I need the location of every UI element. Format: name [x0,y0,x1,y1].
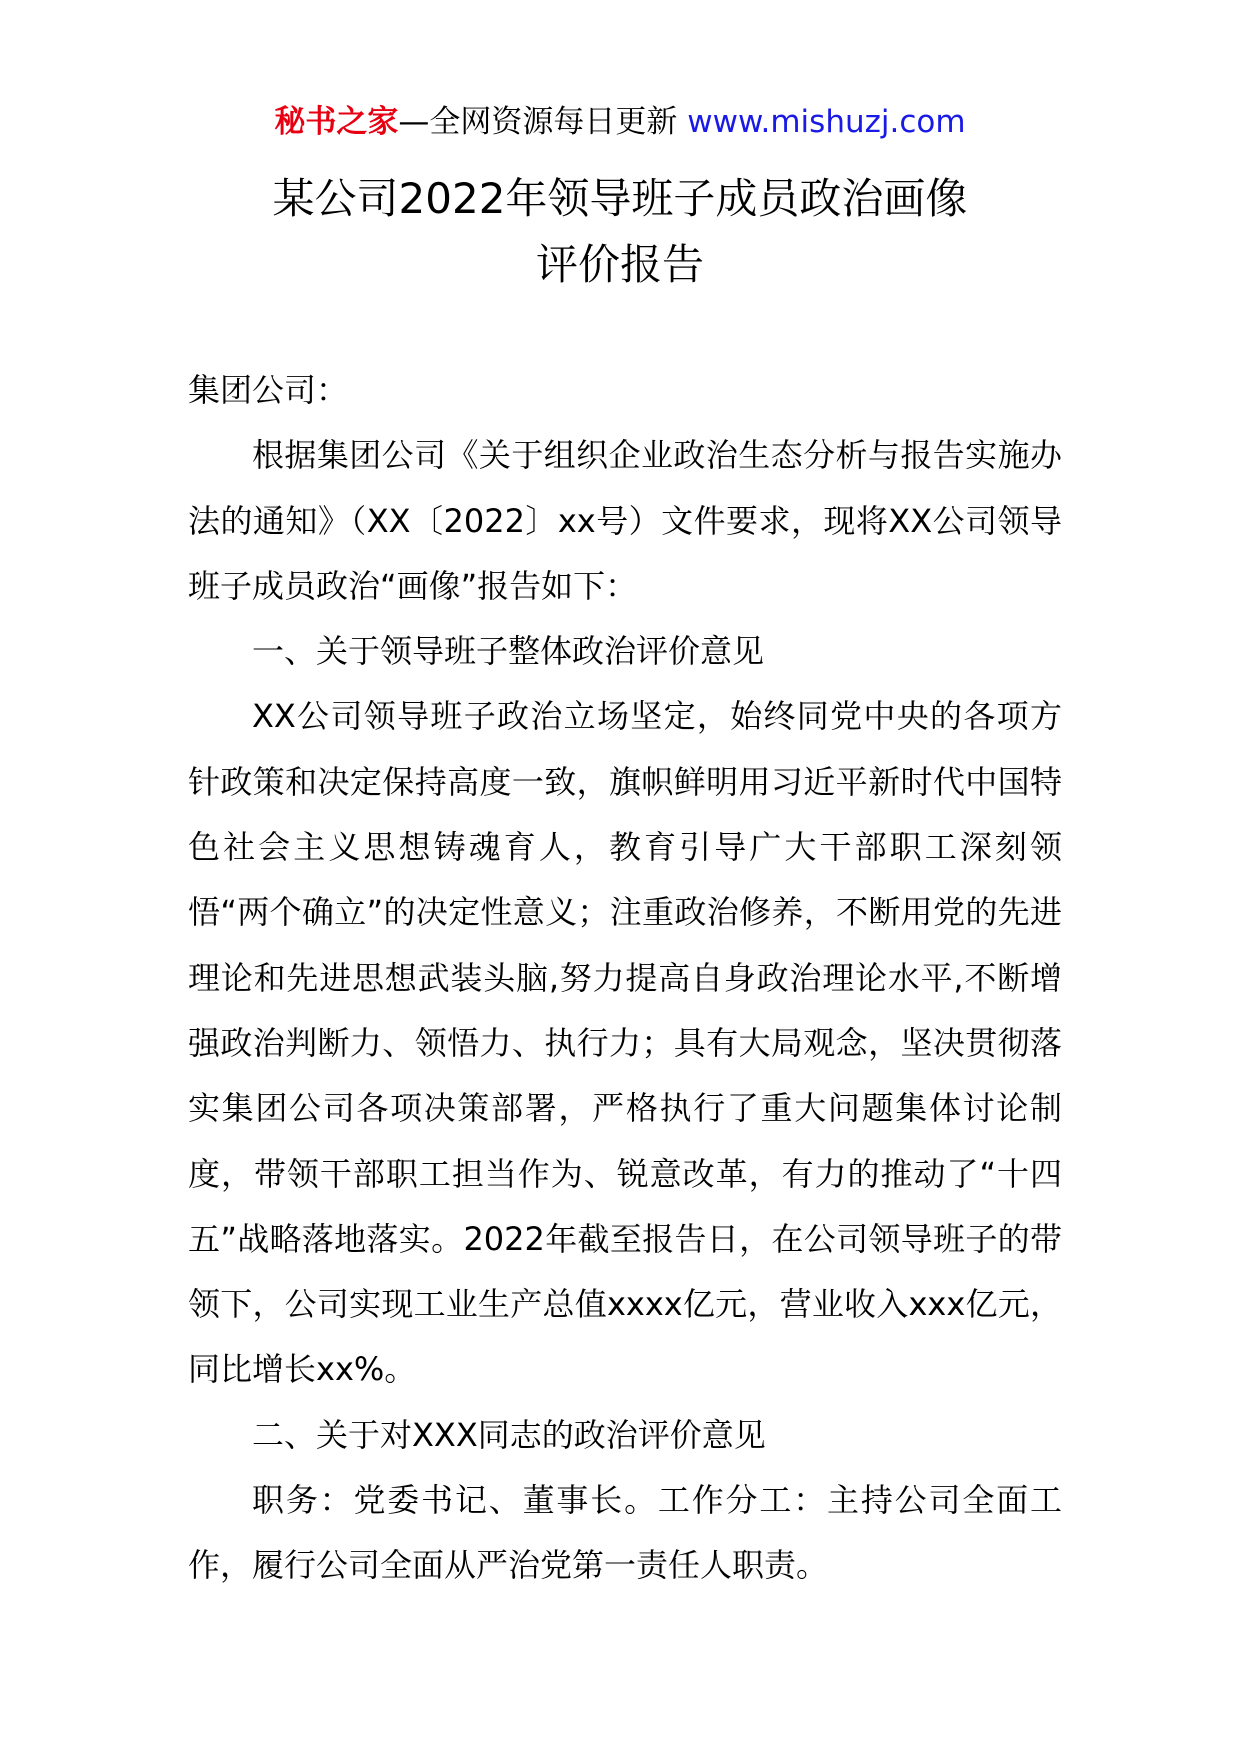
intro-paragraph: 根据集团公司《关于组织企业政治生态分析与报告实施办法的通知》（XX〔2022〕xx号）文件要求，现将XX公司领导班子成员政治“画像”报告如下： [188,436,1062,605]
watermark-slogan: —全网资源每日更新 [398,104,688,140]
document-title [0,166,1240,298]
section-1-paragraph: XX公司领导班子政治立场坚定，始终同党中央的各项方针政策和决定保持高度一致，旗帜鲜明用习近平新时代中国特色社会主义思想铸魂育人，教育引导广大干部职工深刻领悟“两个确立”的决定性意义；注重政治修养，不断用党的先进理论和先进思想武装头脑,努力提高自身政治理论水平,不断增强政治判断力、领悟力、执行力；具有大局观念，坚决贯彻落实集团公司各项决策部署，严格执行了重大问题集体讨论制度，带领干部职工担当作为、锐意改革，有力的推动了“十四五”战略落地落实。2022年截至报告日，在公司领导班子的带领下，公司实现工业生产总值xxxx亿元，营业收入xxx亿元，同比增长xx%。 [188,697,1062,1389]
section-1-heading: 一、关于领导班子整体政治评价意见 [252,632,765,671]
section-2-paragraph: 职务：党委书记、董事长。工作分工：主持公司全面工作，履行公司全面从严治党第一责任人职责。 [188,1481,1062,1585]
document-body [188,358,1062,1599]
watermark-url[interactable]: www.mishuzj.com [687,104,966,140]
salutation: 集团公司： [188,371,349,409]
section-2-heading: 二、关于对XXX同志的政治评价意见 [252,1415,766,1454]
watermark-banner [0,100,1240,144]
watermark-brand: 秘书之家 [274,104,399,140]
title-line-2: 评价报告 [535,240,704,289]
title-line-1: 某公司2022年领导班子成员政治画像 [272,174,968,223]
